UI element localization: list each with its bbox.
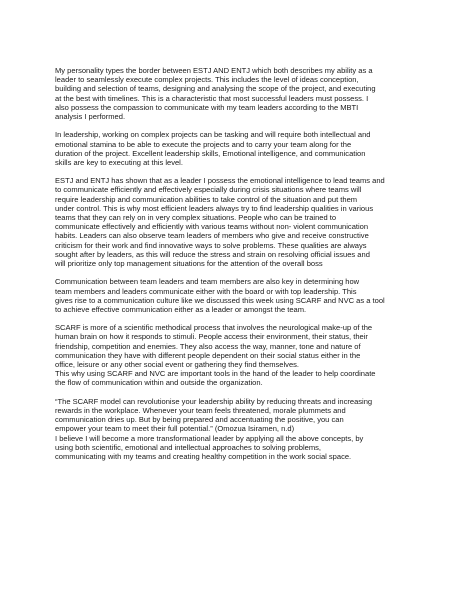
- text-line: communicate effectively and efficiently with various teams without non- violent communication: [55, 222, 369, 232]
- text-line: analysis I performed.: [55, 111, 126, 121]
- text-line: SCARF is more of a scientific methodical process that involves the neurological make-up of the: [55, 323, 373, 333]
- text-line: will prioritize only top management situations for the attention of the overall boss: [55, 258, 323, 268]
- text-line: rewards in the workplace. Whenever your team feels threatened, morale plummets and: [55, 405, 346, 415]
- text-line: ESTJ and ENTJ has shown that as a leader I possess the emotional intelligence to lead teams and: [55, 176, 385, 186]
- text-line: sought after by leaders, as this will reduce the stress and strain on resolving official issues and: [55, 249, 370, 259]
- text-line: the flow of communication within and outside the organization.: [55, 378, 263, 388]
- text-line: using both scientific, emotional and intellectual approaches to solving problems,: [55, 442, 321, 452]
- text-line: Communication between team leaders and team members are also key in determining how: [55, 277, 360, 287]
- text-line: communicating with my teams and creating healthy competition in the work social space.: [55, 451, 352, 461]
- paragraph-leadership: [55, 130, 425, 167]
- text-line: empower your team to meet their full potential.” (Omozua Isiramen, n.d): [55, 424, 295, 434]
- text-line: I believe I will become a more transformational leader by applying all the above concepts, by: [55, 433, 364, 443]
- text-line: “The SCARF model can revolutionise your leadership ability by reducing threats and increasing: [55, 396, 373, 406]
- text-line: communication they have with different people dependent on their social status either in the: [55, 350, 361, 360]
- text-line: building and selection of teams, designing and analysing the scope of the project, and executing: [55, 84, 376, 94]
- text-line: require leadership and communication abilities to take control of the situation and put them: [55, 194, 358, 204]
- text-line: duration of the project. Excellent leadership skills, Emotional intelligence, and communication: [55, 148, 366, 158]
- text-line: friendship, competition and enemies. They also access the way, manner, tone and nature of: [55, 341, 361, 351]
- paragraph-personality: [55, 66, 425, 121]
- text-line: leader to seamlessly execute complex projects. This includes the level of ideas conception,: [55, 75, 359, 85]
- paragraph-quote-conclusion: [55, 397, 425, 461]
- text-line: My personality types the border between ESTJ AND ENTJ which both describes my ability as a: [55, 66, 373, 75]
- text-line: human brain on how it responds to stimuli. People access their environment, their status, their: [55, 332, 368, 342]
- text-line: also possess the compassion to communicate with my team leaders according to the MBTI: [55, 102, 359, 112]
- text-line: at the best with timelines. This is a characteristic that most successful leaders must possess. I: [55, 93, 369, 103]
- text-line: teams that they can rely on in very complex situations. People who can be trained to: [55, 213, 337, 222]
- text-line: emotional stamina to be able to execute the projects and to carry your team along for the: [55, 139, 352, 149]
- document-body: [55, 66, 425, 461]
- text-line: office, leisure or any other social event or gathering they find themselves.: [55, 360, 300, 369]
- text-line: In leadership, working on complex projects can be tasking and will require both intellectual and: [55, 130, 371, 140]
- text-line: habits. Leaders can also observe team leaders of members who give and receive constructive: [55, 231, 369, 241]
- text-line: skills are key to executing at this level.: [55, 157, 183, 167]
- paragraph-communication: [55, 277, 425, 314]
- text-line: to communicate efficiently and effectively especially during crisis situations where teams will: [55, 185, 362, 195]
- text-line: This why using SCARF and NVC are important tools in the hand of the leader to help coordinate: [55, 369, 376, 379]
- text-line: criticism for their work and find innovative ways to solve problems. These qualities are always: [55, 240, 367, 250]
- text-line: gives rise to a communication culture like we discussed this week using SCARF and NVC as a tool: [55, 295, 385, 305]
- paragraph-scarf: [55, 323, 425, 387]
- text-line: communication dries up. But by being prepared and accentuating the positive, you can: [55, 415, 344, 425]
- text-line: to achieve effective communication either as a leader or amongst the team.: [55, 304, 307, 314]
- text-line: under control. This is why most efficient leaders always try to find leadership qualities in various: [55, 203, 374, 213]
- text-line: team members and leaders communicate either with the board or with top leadership. This: [55, 286, 357, 296]
- paragraph-estj-entj: [55, 176, 425, 268]
